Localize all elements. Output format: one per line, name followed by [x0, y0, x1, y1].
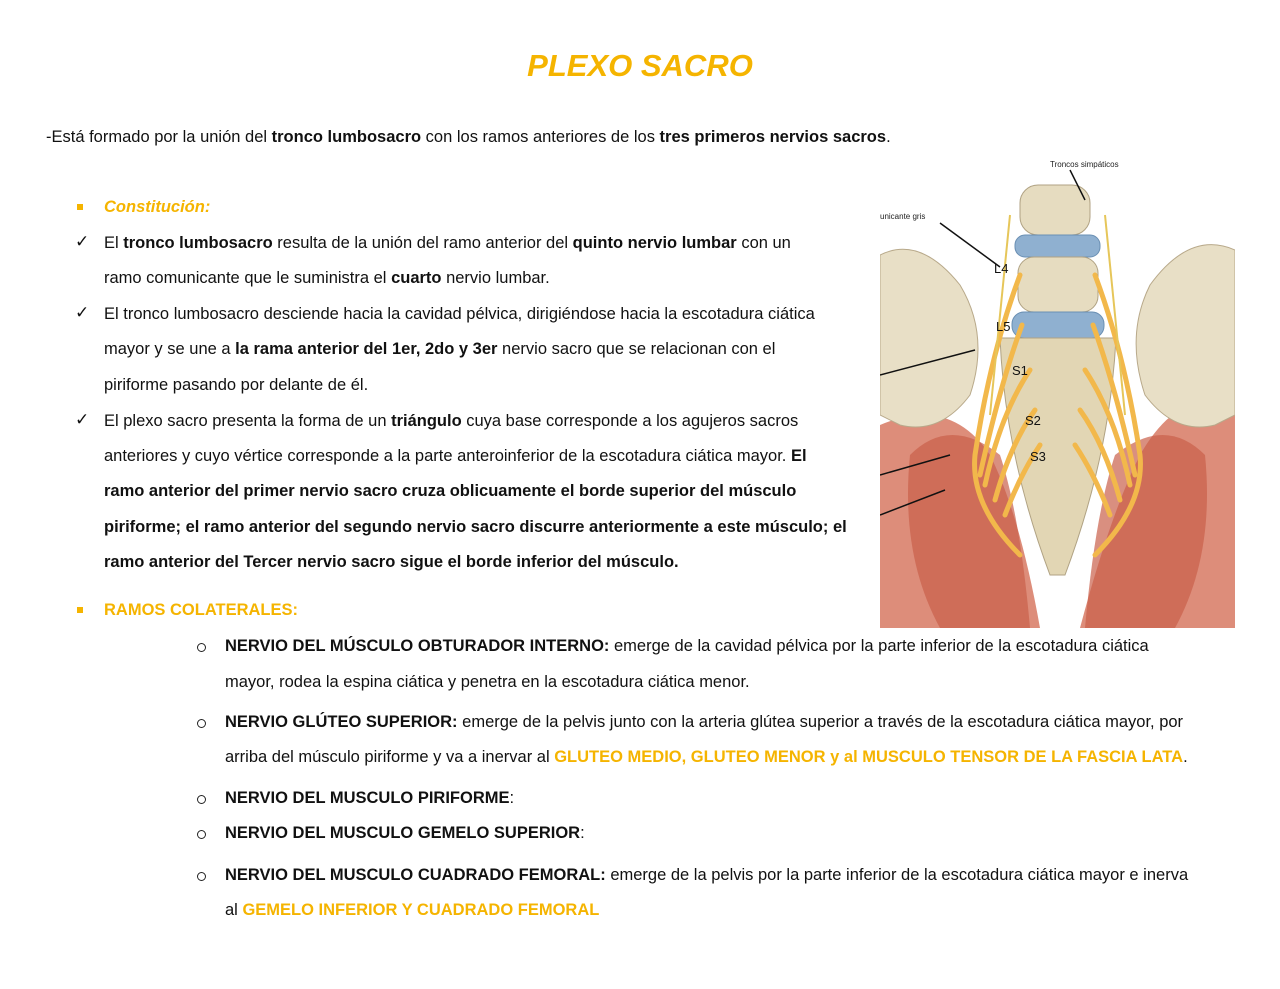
- vertebra-label-s1: S1: [1012, 363, 1028, 378]
- circle-bullet-icon: [197, 795, 206, 804]
- ramos-heading: RAMOS COLATERALES:: [104, 601, 299, 619]
- check-icon: ✓: [75, 303, 90, 323]
- ramo-1-line-1: NERVIO DEL MÚSCULO OBTURADOR INTERNO: emerge de la cavidad pélvica por la parte inferior de la escotadura ciática: [225, 637, 1149, 655]
- circle-bullet-icon: [197, 830, 206, 839]
- constitucion-item-1-line-1: El tronco lumbosacro resulta de la unión del ramo anterior del quinto nervio lumbar con un: [104, 234, 791, 252]
- ramo-3: NERVIO DEL MUSCULO PIRIFORME:: [225, 789, 515, 807]
- vertebra-label-s3: S3: [1030, 449, 1046, 464]
- ramo-5-line-1: NERVIO DEL MUSCULO CUADRADO FEMORAL: emerge de la pelvis por la parte inferior de la escotadura ciática mayor e inerva: [225, 866, 1189, 884]
- square-bullet-icon: [77, 607, 83, 613]
- constitucion-item-3-line-1: El plexo sacro presenta la forma de un triángulo cuya base corresponde a los agujeros sacros: [104, 412, 799, 430]
- ramo-5-line-2: al GEMELO INFERIOR Y CUADRADO FEMORAL: [225, 901, 600, 919]
- constitucion-item-3-line-2: anteriores y cuyo vértice corresponde a la parte anteroinferior de la escotadura ciática mayor. El: [104, 447, 807, 465]
- figure-label-comunicante: unicante gris: [880, 212, 926, 221]
- vertebra-label-l5: L5: [996, 319, 1011, 334]
- constitucion-item-3-line-3: ramo anterior del primer nervio sacro cruza oblicuamente el borde superior del músculo: [104, 482, 797, 500]
- constitucion-item-3-line-5: ramo anterior del Tercer nervio sacro sigue el borde inferior del músculo.: [104, 553, 679, 571]
- ramo-1-line-2: mayor, rodea la espina ciática y penetra en la escotadura ciática menor.: [225, 673, 750, 691]
- vertebra-label-l4: L4: [994, 261, 1009, 276]
- constitucion-item-3-line-4: piriforme; el ramo anterior del segundo nervio sacro discurre anteriormente a este músculo; el: [104, 518, 847, 536]
- ramo-2-line-2: arriba del músculo piriforme y va a inervar al GLUTEO MEDIO, GLUTEO MENOR y al MUSCULO TENSOR DE LA FASCIA LATA.: [225, 748, 1188, 766]
- constitucion-item-2-line-3: piriforme pasando por delante de él.: [104, 376, 369, 394]
- constitucion-item-2-line-2: mayor y se une a la rama anterior del 1er, 2do y 3er nervio sacro que se relacionan con el: [104, 340, 776, 358]
- check-icon: ✓: [75, 410, 90, 430]
- ramo-4: NERVIO DEL MUSCULO GEMELO SUPERIOR:: [225, 824, 585, 842]
- vertebra-label-s2: S2: [1025, 413, 1041, 428]
- constitucion-item-1-line-2: ramo comunicante que le suministra el cuarto nervio lumbar.: [104, 269, 550, 287]
- circle-bullet-icon: [197, 872, 206, 881]
- constitucion-item-2-line-1: El tronco lumbosacro desciende hacia la cavidad pélvica, dirigiéndose hacia la escotadura ciática: [104, 305, 815, 323]
- figure-label-troncos: Troncos simpáticos: [1050, 160, 1119, 169]
- sacral-plexus-illustration: [880, 155, 1235, 628]
- page-title: PLEXO SACRO: [527, 48, 753, 83]
- check-icon: ✓: [75, 232, 90, 252]
- ramo-2-line-1: NERVIO GLÚTEO SUPERIOR: emerge de la pelvis junto con la arteria glútea superior a través de la escotadura ciática mayor, por: [225, 713, 1184, 731]
- circle-bullet-icon: [197, 719, 206, 728]
- intro-paragraph: -Está formado por la unión del tronco lumbosacro con los ramos anteriores de los tres primeros nervios sacros.: [46, 128, 891, 146]
- circle-bullet-icon: [197, 643, 206, 652]
- square-bullet-icon: [77, 204, 83, 210]
- constitucion-heading: Constitución:: [104, 198, 211, 216]
